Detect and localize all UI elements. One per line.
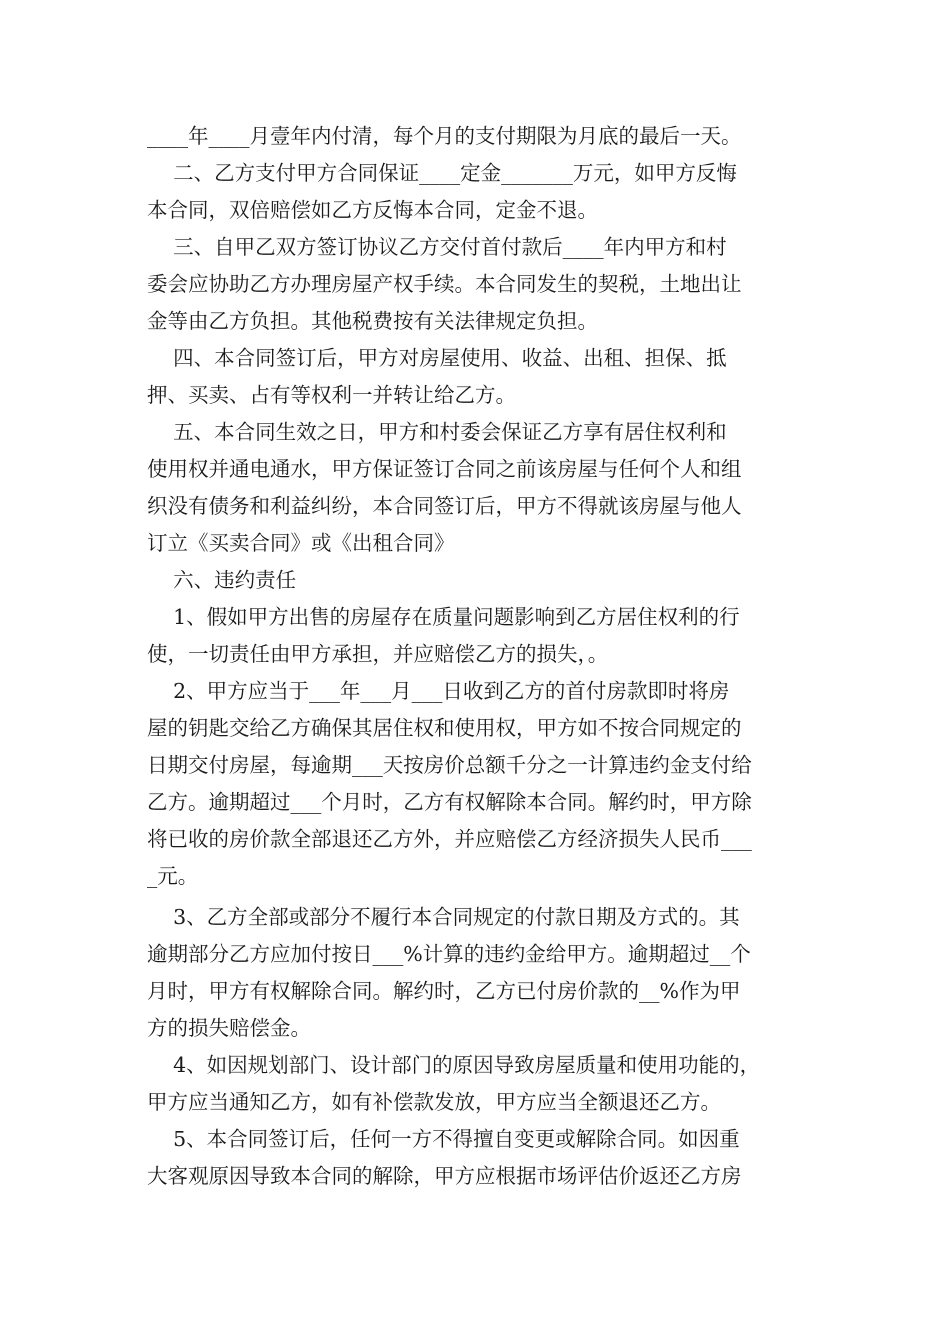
- text-line: 甲方应当通知乙方，如有补偿款发放，甲方应当全额退还乙方。: [147, 1090, 721, 1114]
- text-line: 将已收的房价款全部退还乙方外，并应赔偿乙方经济损失人民币___: [147, 827, 752, 851]
- text-line: 订立《买卖合同》或《出租合同》: [147, 531, 455, 555]
- text-line: 屋的钥匙交给乙方确保其居住权和使用权，甲方如不按合同规定的: [147, 716, 742, 740]
- text-line: 押、买卖、占有等权利一并转让给乙方。: [147, 383, 516, 407]
- text-line: 月时，甲方有权解除合同。解约时，乙方已付房价款的__%作为甲: [147, 979, 741, 1003]
- text-line: 日期交付房屋，每逾期___天按房价总额千分之一计算违约金支付给: [147, 753, 752, 777]
- text-line: 使，一切责任由甲方承担，并应赔偿乙方的损失，。: [147, 642, 609, 666]
- section-heading: 六、违约责任: [147, 568, 297, 592]
- text-line: 四、本合同签订后，甲方对房屋使用、收益、出租、担保、抵: [147, 346, 727, 370]
- text-line: 5、本合同签订后，任何一方不得擅自变更或解除合同。如因重: [147, 1127, 740, 1151]
- text-line: 乙方。逾期超过___个月时，乙方有权解除本合同。解约时，甲方除: [147, 790, 752, 814]
- text-line: 方的损失赔偿金。: [147, 1016, 311, 1040]
- text-line: 委会应协助乙方办理房屋产权手续。本合同发生的契税，土地出让: [147, 272, 742, 296]
- text-line: 4、如因规划部门、设计部门的原因导致房屋质量和使用功能的，: [147, 1053, 761, 1077]
- text-line: 2、甲方应当于___年___月___日收到乙方的首付房款即时将房: [147, 679, 730, 703]
- text-line: 二、乙方支付甲方合同保证____定金_______万元，如甲方反悔: [147, 161, 737, 185]
- text-line: 3、乙方全部或部分不履行本合同规定的付款日期及方式的。其: [147, 905, 740, 929]
- text-line: 五、本合同生效之日，甲方和村委会保证乙方享有居住权利和: [147, 420, 727, 444]
- text-line: 使用权并通电通水，甲方保证签订合同之前该房屋与任何个人和组: [147, 457, 742, 481]
- text-line: ____年____月壹年内付清，每个月的支付期限为月底的最后一天。: [147, 124, 742, 148]
- text-line: 本合同，双倍赔偿如乙方反悔本合同，定金不退。: [147, 198, 598, 222]
- text-line: 逾期部分乙方应加付按日___%计算的违约金给甲方。逾期超过__个: [147, 942, 751, 966]
- text-line: 织没有债务和利益纠纷，本合同签订后，甲方不得就该房屋与他人: [147, 494, 742, 518]
- text-line: 大客观原因导致本合同的解除，甲方应根据市场评估价返还乙方房: [147, 1164, 742, 1188]
- text-line: 1、假如甲方出售的房屋存在质量问题影响到乙方居住权利的行: [147, 605, 740, 629]
- text-line: _元。: [147, 864, 199, 888]
- text-line: 三、自甲乙双方签订协议乙方交付首付款后____年内甲方和村: [147, 235, 727, 259]
- text-line: 金等由乙方负担。其他税费按有关法律规定负担。: [147, 309, 598, 333]
